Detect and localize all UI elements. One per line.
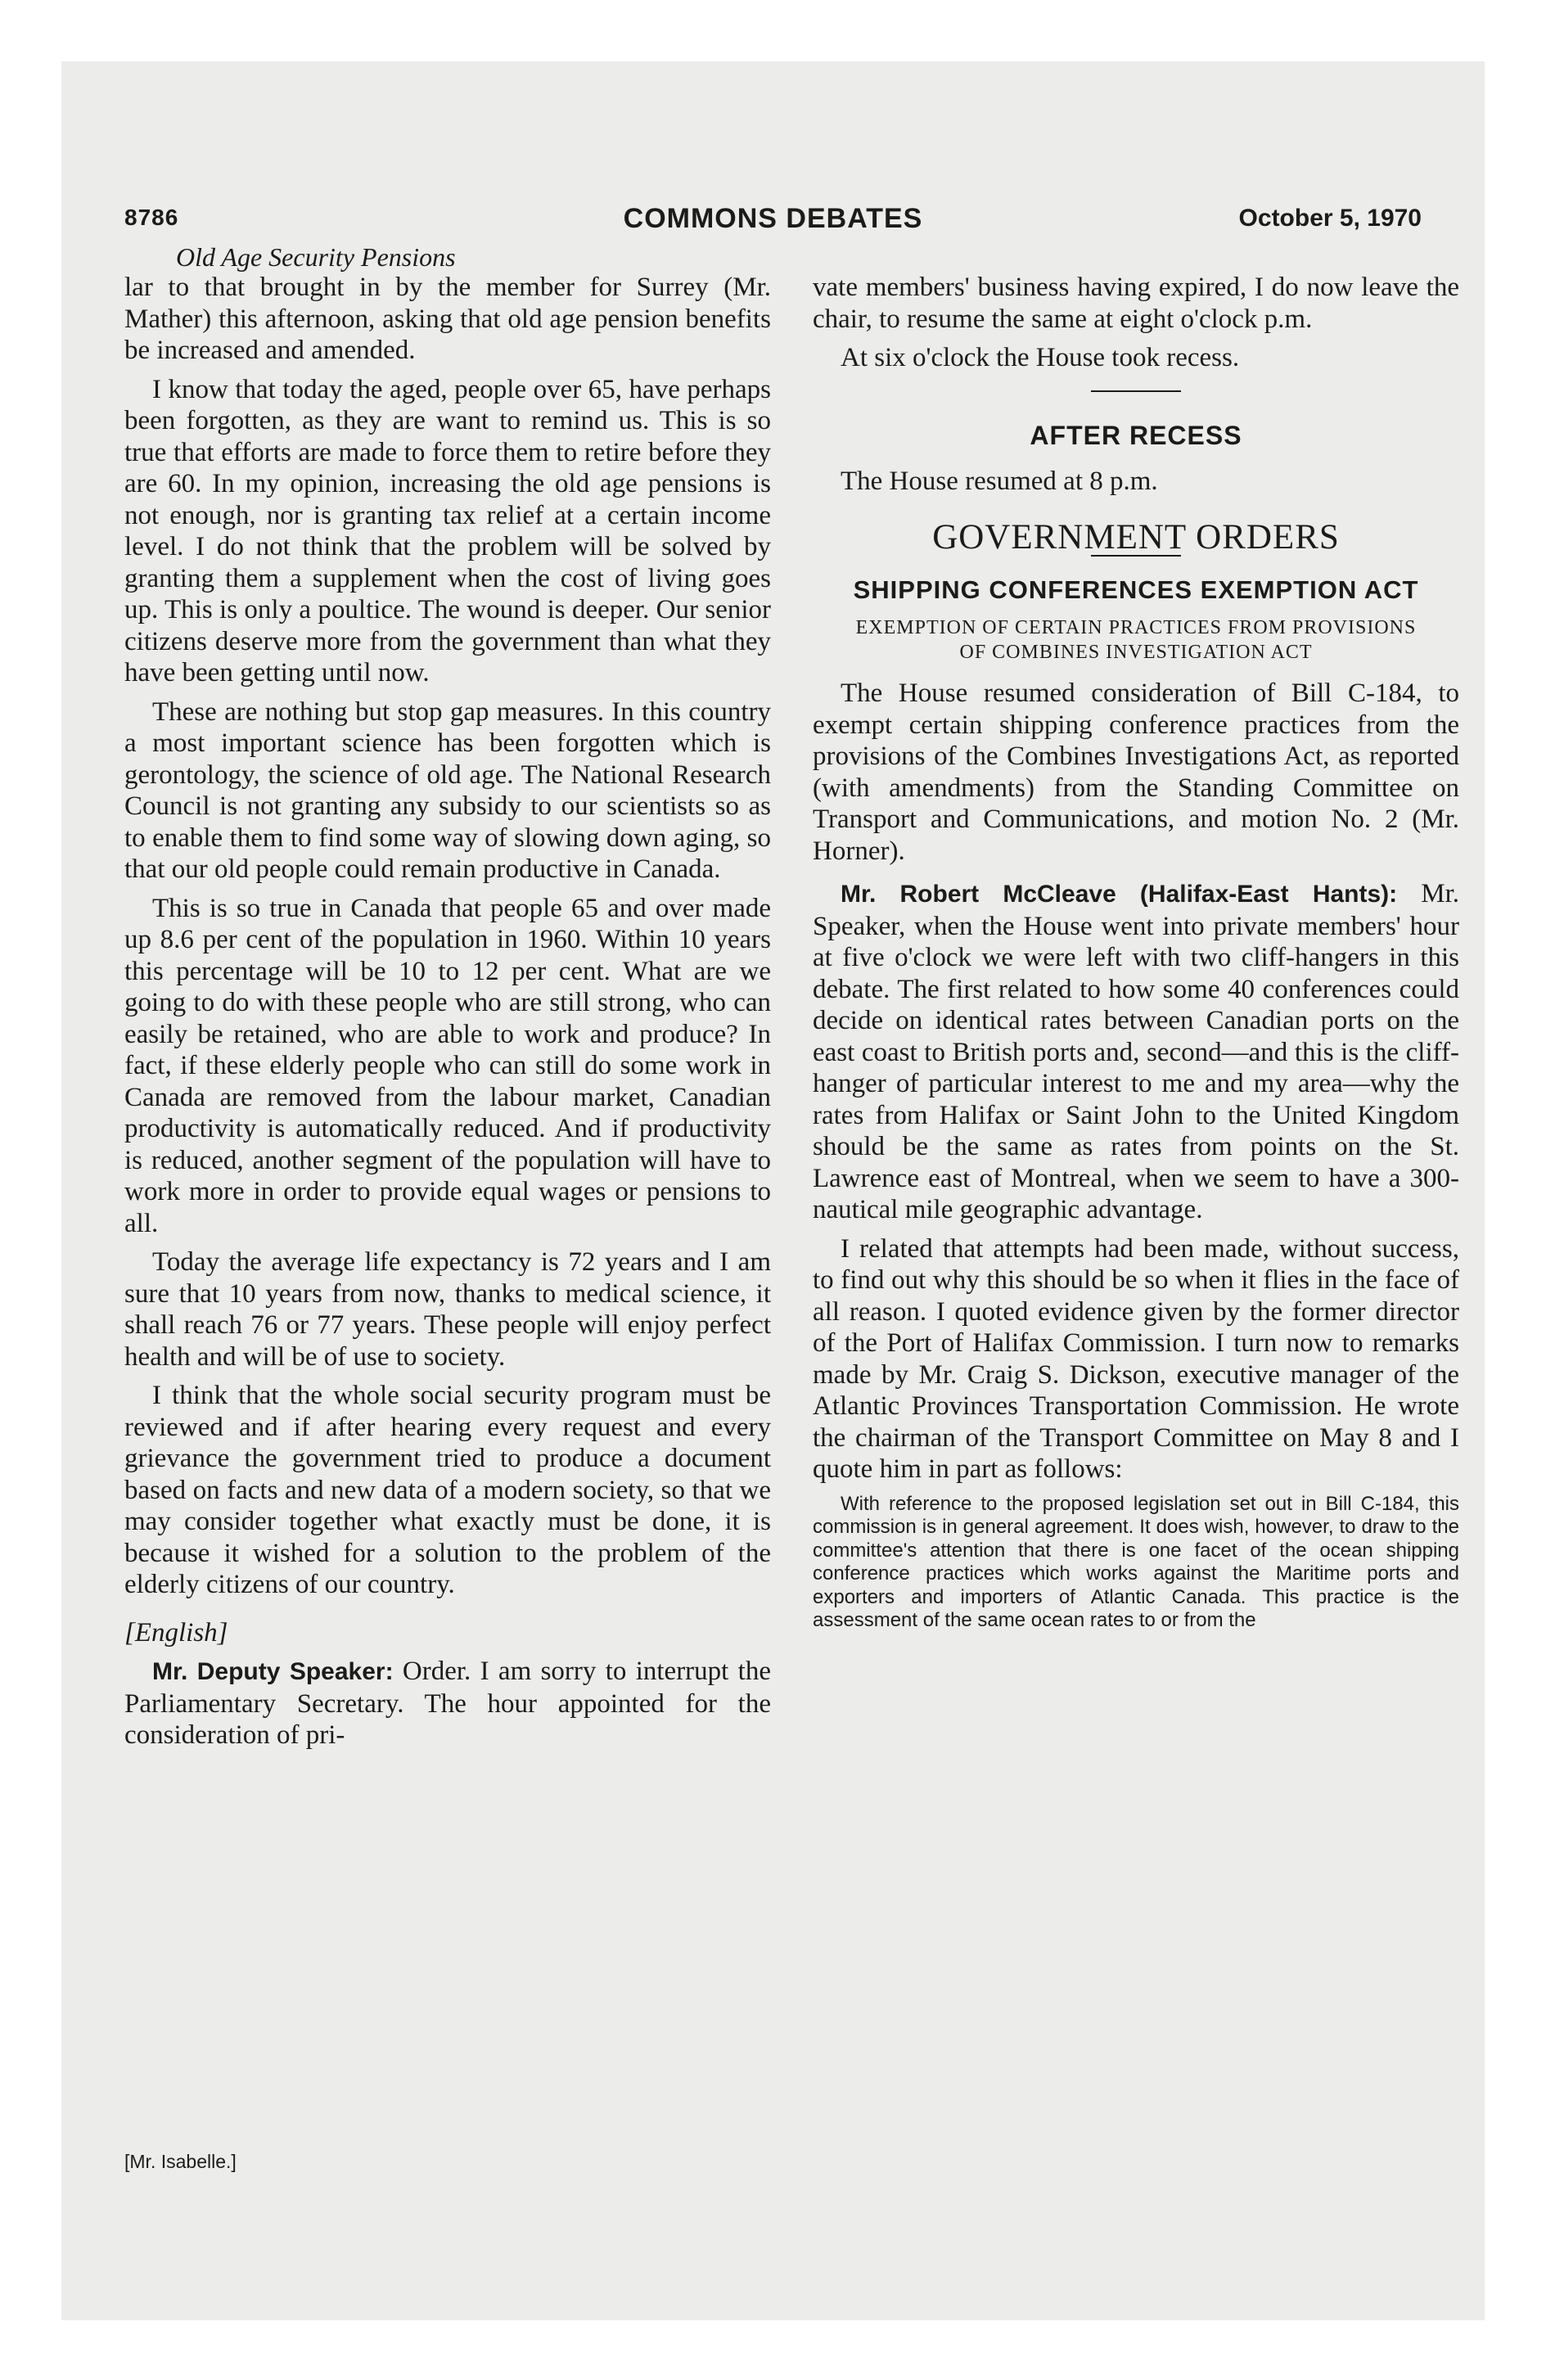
speaker-text: Order. I am sorry to interrupt the Parliamentary Secretary. The hour appointed for the consideration of pri- xyxy=(124,1657,771,1750)
right-column xyxy=(813,272,1459,1640)
speaker-name: Mr. Deputy Speaker: xyxy=(152,1658,394,1685)
paragraph: Today the average life expectancy is 72 years and I am sure that 10 years from now, thanks to medical science, it shall reach 76 or 77 years. These people will enjoy perfect health and will be of use to society. xyxy=(124,1247,771,1372)
paragraph: I think that the whole social security program must be reviewed and if after hearing every request and every grievance the government tried to produce a document based on facts and new data of a modern society, so that we may consider together what exactly must be done, it is because it wished for a solution to the problem of the elderly citizens of our country. xyxy=(124,1381,771,1599)
paragraph: lar to that brought in by the member for Surrey (Mr. Mather) this afternoon, asking that old age pension benefits be increased and amended. xyxy=(124,273,771,365)
after-recess-heading: AFTER RECESS xyxy=(1030,420,1242,450)
paragraph: I know that today the aged, people over 65, have perhaps been forgotten, as they are want to remind us. This is so true that efforts are made to force them to retire before they are 60. In my opinion, increasing the old age pensions is not enough, nor is granting tax relief at a certain income level. I do not think that the problem will be solved by granting them a supplement when the cost of living goes up. This is only a poultice. The wound is deeper. Our senior citizens deserve more from the government than what they have been getting until now. xyxy=(124,374,771,687)
page-number: 8786 xyxy=(124,205,179,230)
mccleave-paragraph xyxy=(813,878,1459,1226)
subject-heading: Old Age Security Pensions xyxy=(176,242,456,272)
act-subheading: EXEMPTION OF CERTAIN PRACTICES FROM PROVISIONS OF COMBINES INVESTIGATION ACT xyxy=(855,617,1417,663)
paragraph: These are nothing but stop gap measures. In this country a most important science has been forgotten which is gerontology, the science of old age. The National Research Council is not granting any subsidy to our scientists so as to enable them to find some way of slowing down aging, so that our old people could remain productive in Canada. xyxy=(124,696,771,884)
divider xyxy=(1091,390,1181,392)
language-marker: [English] xyxy=(124,1617,228,1648)
speaker-text: Mr. Speaker, when the House went into private members' hour at five o'clock we were left with two cliff-hangers in this debate. The first related to how some 40 conferences could decide on identical rates between Canadian ports on the east coast to British ports and, second—and this is the cliff-hanger of particular interest to me and my area—why the rates from Halifax or Saint John to the United Kingdom should be the same as rates from points on the St. Lawrence east of Montreal, when we seem to have a 300-nautical mile geographic advantage. xyxy=(813,879,1460,1224)
section-heading: GOVERNMENT ORDERS xyxy=(932,517,1340,557)
left-column xyxy=(124,272,771,1759)
deputy-speaker-paragraph xyxy=(124,1656,771,1751)
publication-date: October 5, 1970 xyxy=(1238,205,1422,232)
act-heading: SHIPPING CONFERENCES EXEMPTION ACT xyxy=(853,575,1419,604)
consideration-paragraph: The House resumed consideration of Bill C-184, to exempt certain shipping conference practices from the provisions of the Combines Investigations Act, as reported (with amendments) from the Standing Committee on Transport and Communications, and motion No. 2 (Mr. Horner). xyxy=(813,678,1459,866)
resumed-note: The House resumed at 8 p.m. xyxy=(841,467,1158,496)
paragraph: This is so true in Canada that people 65 and over made up 8.6 per cent of the population in 1960. Within 10 years this percentage will be 10 to 12 per cent. What are we going to do with these people who are still strong, who can easily be retained, who are able to work and produce? In fact, if these elderly people who can still do some work in Canada are removed from the labour market, Canadian productivity is automatically reduced. And if productivity is reduced, another segment of the population will have to work more in order to provide equal wages or pensions to all. xyxy=(124,893,771,1238)
paragraph: I related that attempts had been made, without success, to find out why this should be so when it flies in the face of all reason. I quoted evidence given by the former director of the Port of Halifax Commission. I turn now to remarks made by Mr. Craig S. Dickson, executive manager of the Atlantic Provinces Transportation Commission. He wrote the chairman of the Transport Committee on May 8 and I quote him in part as follows: xyxy=(813,1233,1459,1484)
footer-note: [Mr. Isabelle.] xyxy=(124,2151,237,2172)
speaker-name: Mr. Robert McCleave (Halifax-East Hants): xyxy=(841,881,1398,908)
page-header xyxy=(124,205,1422,246)
paragraph: vate members' business having expired, I do now leave the chair, to resume the same at eight o'clock p.m. xyxy=(813,273,1459,334)
publication-title: COMMONS DEBATES xyxy=(623,203,923,234)
recess-note: At six o'clock the House took recess. xyxy=(841,343,1240,372)
quoted-letter: With reference to the proposed legislation set out in Bill C-184, this commission is in general agreement. It does wish, however, to draw to the committee's attention that there is one facet of the ocean shipping conference practices which works against the Maritime ports and exporters and importers of Atlantic Canada. This practice is the assessment of the same ocean rates to or from the xyxy=(813,1492,1459,1631)
